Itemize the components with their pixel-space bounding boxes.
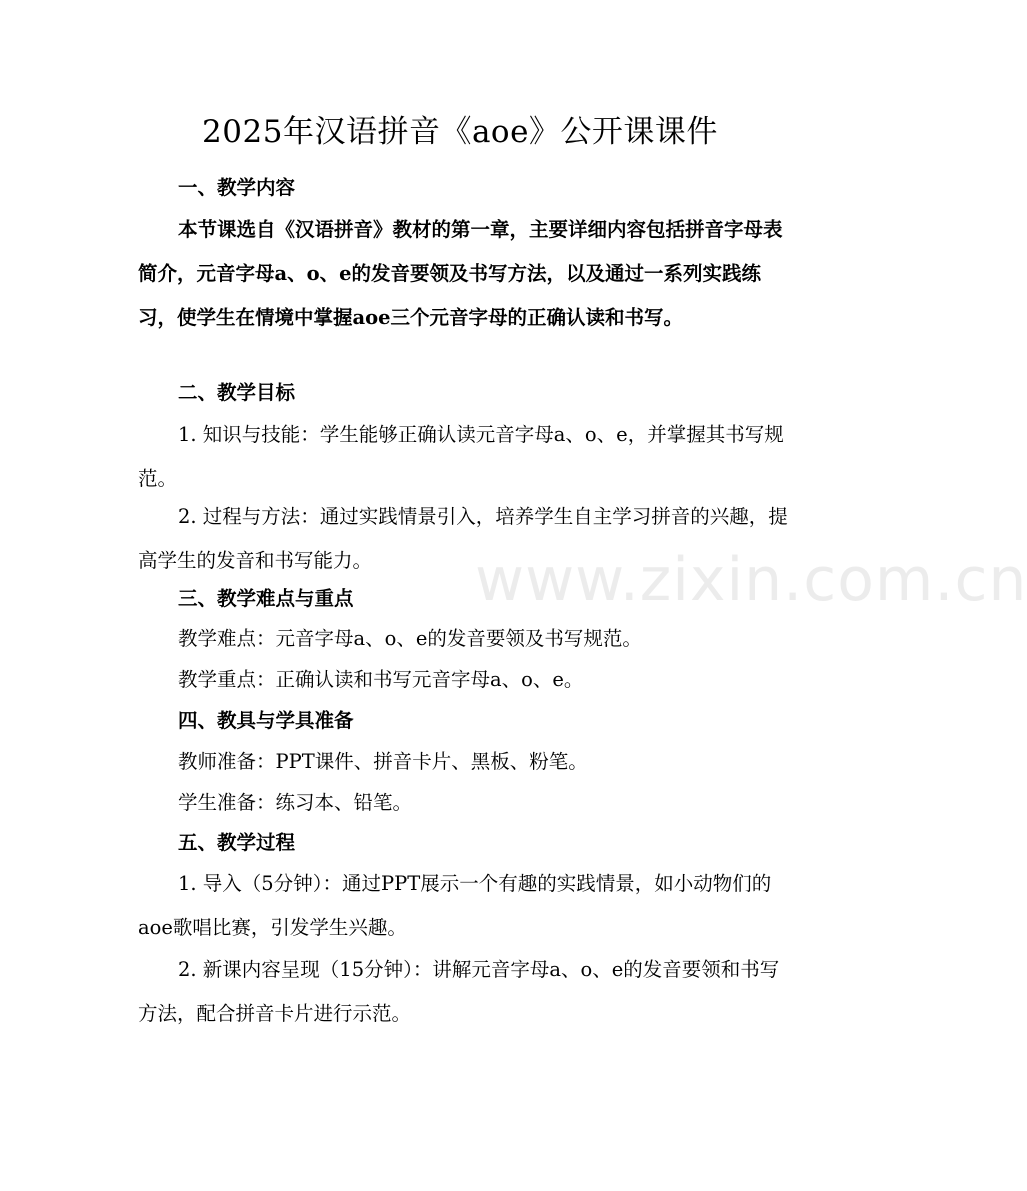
section-heading-difficulty: 三、教学难点与重点 [178, 587, 354, 610]
section-heading-content: 一、教学内容 [178, 176, 296, 199]
process-item-1: 1. 导入（5分钟）：通过PPT展示一个有趣的实践情景，如小动物们的aoe歌唱比赛，引发学生兴趣。 [138, 872, 772, 939]
document-title: 2025年汉语拼音《aoe》公开课课件 [202, 114, 718, 150]
objective-item-2: 2. 过程与方法：通过实践情景引入，培养学生自主学习拼音的兴趣，提高学生的发音和书写能力。 [138, 505, 788, 572]
section-heading-materials: 四、教具与学具准备 [178, 709, 354, 732]
difficulty-text: 教学难点：元音字母a、o、e的发音要领及书写规范。 [178, 627, 642, 650]
section-heading-objectives: 二、教学目标 [178, 381, 296, 404]
objective-item-1: 1. 知识与技能：学生能够正确认读元音字母a、o、e，并掌握其书写规范。 [138, 423, 784, 490]
student-materials: 学生准备：练习本、铅笔。 [178, 791, 413, 814]
section-heading-process: 五、教学过程 [178, 831, 296, 854]
section-body-content: 本节课选自《汉语拼音》教材的第一章，主要详细内容包括拼音字母表简介，元音字母a、o、e的发音要领及书写方法，以及通过一系列实践练习，使学生在情境中掌握aoe三个元音字母的正确认读和书写。 [138, 218, 783, 329]
teacher-materials: 教师准备：PPT课件、拼音卡片、黑板、粉笔。 [178, 750, 588, 773]
watermark: www.zixin.com.cn [475, 545, 1027, 615]
process-item-2: 2. 新课内容呈现（15分钟）：讲解元音字母a、o、e的发音要领和书写方法，配合拼音卡片进行示范。 [138, 958, 780, 1025]
focus-text: 教学重点：正确认读和书写元音字母a、o、e。 [178, 668, 584, 691]
